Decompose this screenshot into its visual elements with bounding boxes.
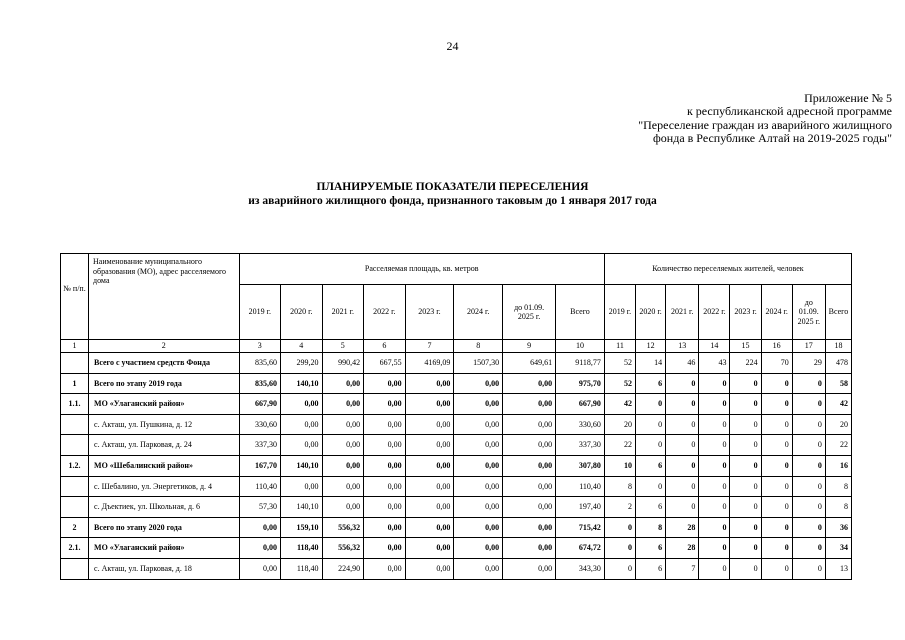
area-cell: 0,00: [503, 517, 556, 538]
people-cell: 16: [825, 455, 851, 476]
people-cell: 6: [636, 497, 666, 518]
row-name: с. Дъектиек, ул. Школьная, д. 6: [89, 497, 240, 518]
index-cell: 18: [825, 340, 851, 353]
people-cell: 20: [604, 414, 635, 435]
people-cell: 0: [730, 476, 761, 497]
header-people-col: до 01.09. 2025 г.: [792, 285, 825, 340]
people-cell: 0: [792, 394, 825, 415]
area-cell: 0,00: [454, 435, 503, 456]
people-cell: 0: [604, 558, 635, 579]
row-number: 1.1.: [61, 394, 89, 415]
area-cell: 0,00: [454, 394, 503, 415]
people-cell: 0: [730, 538, 761, 559]
people-cell: 0: [792, 476, 825, 497]
area-cell: 0,00: [239, 517, 281, 538]
area-cell: 0,00: [503, 394, 556, 415]
area-cell: 4169,09: [405, 353, 454, 374]
row-number: [61, 497, 89, 518]
area-cell: 0,00: [454, 414, 503, 435]
area-cell: 118,40: [281, 538, 323, 559]
table-row: [61, 558, 852, 579]
area-cell: 715,42: [556, 517, 605, 538]
people-cell: 29: [792, 353, 825, 374]
area-cell: 9118,77: [556, 353, 605, 374]
people-cell: 0: [666, 435, 699, 456]
header-area-col: до 01.09. 2025 г.: [503, 285, 556, 340]
people-cell: 0: [792, 517, 825, 538]
area-cell: 0,00: [364, 373, 406, 394]
row-name: с. Шебалино, ул. Энергетиков, д. 4: [89, 476, 240, 497]
people-cell: 0: [792, 414, 825, 435]
index-cell: 13: [666, 340, 699, 353]
header-area-col: Всего: [556, 285, 605, 340]
area-cell: 0,00: [405, 435, 454, 456]
people-cell: 0: [761, 517, 792, 538]
row-name: Всего с участием средств Фонда: [89, 353, 240, 374]
people-cell: 0: [730, 455, 761, 476]
row-name: Всего по этапу 2020 года: [89, 517, 240, 538]
row-name: Всего по этапу 2019 года: [89, 373, 240, 394]
area-cell: 556,32: [322, 538, 364, 559]
index-cell: 15: [730, 340, 761, 353]
area-cell: 159,10: [281, 517, 323, 538]
resettlement-table: [60, 253, 852, 580]
area-cell: 0,00: [405, 394, 454, 415]
area-cell: 343,30: [556, 558, 605, 579]
index-row: [61, 340, 852, 353]
people-cell: 0: [761, 455, 792, 476]
area-cell: 0,00: [322, 373, 364, 394]
people-cell: 0: [666, 373, 699, 394]
area-cell: 0,00: [454, 455, 503, 476]
table-row: [61, 435, 852, 456]
header-no: № п/п.: [61, 254, 89, 340]
people-cell: 0: [666, 455, 699, 476]
appendix-line-2: к республиканской адресной программе: [686, 104, 892, 119]
area-cell: 0,00: [454, 476, 503, 497]
header-people-col: 2022 г.: [699, 285, 730, 340]
area-cell: 140,10: [281, 373, 323, 394]
area-cell: 0,00: [503, 558, 556, 579]
index-cell: 7: [405, 340, 454, 353]
area-cell: 556,32: [322, 517, 364, 538]
area-cell: 110,40: [556, 476, 605, 497]
area-cell: 0,00: [405, 476, 454, 497]
area-cell: 667,90: [556, 394, 605, 415]
people-cell: 10: [604, 455, 635, 476]
area-cell: 0,00: [405, 538, 454, 559]
area-cell: 0,00: [364, 558, 406, 579]
table-row: [61, 394, 852, 415]
row-name: с. Акташ, ул. Парковая, д. 24: [89, 435, 240, 456]
people-cell: 8: [825, 497, 851, 518]
people-cell: 0: [636, 414, 666, 435]
appendix-line-1: Приложение № 5: [804, 91, 892, 105]
row-name: с. Акташ, ул. Парковая, д. 18: [89, 558, 240, 579]
people-cell: 0: [792, 435, 825, 456]
people-cell: 6: [636, 558, 666, 579]
people-cell: 0: [699, 394, 730, 415]
area-cell: 0,00: [405, 373, 454, 394]
people-cell: 0: [730, 497, 761, 518]
area-cell: 667,55: [364, 353, 406, 374]
header-area-col: 2024 г.: [454, 285, 503, 340]
index-cell: 12: [636, 340, 666, 353]
area-cell: 0,00: [405, 455, 454, 476]
people-cell: 20: [825, 414, 851, 435]
area-cell: 0,00: [405, 558, 454, 579]
area-cell: 0,00: [364, 476, 406, 497]
people-cell: 0: [792, 538, 825, 559]
table-row: [61, 497, 852, 518]
area-cell: 835,60: [239, 373, 281, 394]
area-cell: 0,00: [364, 394, 406, 415]
people-cell: 0: [730, 517, 761, 538]
people-cell: 0: [699, 476, 730, 497]
people-cell: 0: [699, 414, 730, 435]
area-cell: 140,10: [281, 497, 323, 518]
people-cell: 6: [636, 373, 666, 394]
people-cell: 6: [636, 455, 666, 476]
index-cell: 11: [604, 340, 635, 353]
people-cell: 0: [699, 558, 730, 579]
index-cell: 4: [281, 340, 323, 353]
area-cell: 337,30: [239, 435, 281, 456]
area-cell: 0,00: [503, 538, 556, 559]
row-name: МО «Улаганский район»: [89, 394, 240, 415]
document-title: [0, 181, 905, 208]
area-cell: 0,00: [405, 517, 454, 538]
people-cell: 0: [699, 517, 730, 538]
index-cell: 6: [364, 340, 406, 353]
people-cell: 28: [666, 538, 699, 559]
header-people-col: 2020 г.: [636, 285, 666, 340]
header-area-group: Расселяемая площадь, кв. метров: [239, 254, 604, 285]
index-cell: 2: [89, 340, 240, 353]
table-body: [61, 353, 852, 580]
people-cell: 0: [792, 373, 825, 394]
table-row: [61, 414, 852, 435]
people-cell: 0: [761, 435, 792, 456]
table-row: [61, 455, 852, 476]
people-cell: 52: [604, 373, 635, 394]
area-cell: 0,00: [364, 435, 406, 456]
area-cell: 0,00: [364, 455, 406, 476]
area-cell: 0,00: [322, 394, 364, 415]
area-cell: 0,00: [322, 497, 364, 518]
people-cell: 52: [604, 353, 635, 374]
area-cell: 0,00: [322, 476, 364, 497]
people-cell: 0: [761, 538, 792, 559]
index-cell: 9: [503, 340, 556, 353]
people-cell: 0: [730, 373, 761, 394]
people-cell: 34: [825, 538, 851, 559]
area-cell: 1507,30: [454, 353, 503, 374]
people-cell: 8: [825, 476, 851, 497]
people-cell: 0: [699, 538, 730, 559]
people-cell: 0: [699, 435, 730, 456]
area-cell: 0,00: [503, 455, 556, 476]
row-number: [61, 435, 89, 456]
row-number: [61, 558, 89, 579]
area-cell: 0,00: [405, 414, 454, 435]
people-cell: 0: [666, 414, 699, 435]
area-cell: 835,60: [239, 353, 281, 374]
header-people-col: 2024 г.: [761, 285, 792, 340]
area-cell: 0,00: [503, 373, 556, 394]
people-cell: 478: [825, 353, 851, 374]
people-cell: 6: [636, 538, 666, 559]
header-area-col: 2022 г.: [364, 285, 406, 340]
people-cell: 0: [792, 497, 825, 518]
table-row: [61, 353, 852, 374]
area-cell: 330,60: [239, 414, 281, 435]
index-cell: 16: [761, 340, 792, 353]
header-people-col: 2019 г.: [604, 285, 635, 340]
table-row: [61, 373, 852, 394]
people-cell: 70: [761, 353, 792, 374]
people-cell: 0: [699, 373, 730, 394]
people-cell: 0: [730, 394, 761, 415]
area-cell: 0,00: [503, 435, 556, 456]
people-cell: 0: [761, 497, 792, 518]
people-cell: 58: [825, 373, 851, 394]
area-cell: 110,40: [239, 476, 281, 497]
people-cell: 14: [636, 353, 666, 374]
header-people-col: Всего: [825, 285, 851, 340]
table-row: [61, 538, 852, 559]
people-cell: 7: [666, 558, 699, 579]
area-cell: 0,00: [281, 414, 323, 435]
people-cell: 0: [761, 476, 792, 497]
people-cell: 0: [761, 558, 792, 579]
area-cell: 118,40: [281, 558, 323, 579]
index-cell: 10: [556, 340, 605, 353]
people-cell: 0: [792, 455, 825, 476]
area-cell: 0,00: [454, 558, 503, 579]
index-cell: 17: [792, 340, 825, 353]
people-cell: 43: [699, 353, 730, 374]
header-people-col: 2023 г.: [730, 285, 761, 340]
row-name: МО «Шебалинский район»: [89, 455, 240, 476]
row-number: [61, 414, 89, 435]
index-cell: 5: [322, 340, 364, 353]
title-main: ПЛАНИРУЕМЫЕ ПОКАЗАТЕЛИ ПЕРЕСЕЛЕНИЯ: [316, 181, 589, 193]
people-cell: 13: [825, 558, 851, 579]
people-cell: 8: [604, 476, 635, 497]
area-cell: 0,00: [281, 435, 323, 456]
row-number: [61, 476, 89, 497]
area-cell: 0,00: [281, 476, 323, 497]
people-cell: 0: [761, 414, 792, 435]
area-cell: 224,90: [322, 558, 364, 579]
area-cell: 307,80: [556, 455, 605, 476]
people-cell: 0: [699, 455, 730, 476]
area-cell: 140,10: [281, 455, 323, 476]
header-area-col: 2021 г.: [322, 285, 364, 340]
people-cell: 0: [761, 373, 792, 394]
index-cell: 1: [61, 340, 89, 353]
area-cell: 0,00: [281, 394, 323, 415]
area-cell: 667,90: [239, 394, 281, 415]
area-cell: 197,40: [556, 497, 605, 518]
title-sub: из аварийного жилищного фонда, признанного таковым до 1 января 2017 года: [248, 194, 657, 207]
area-cell: 299,20: [281, 353, 323, 374]
area-cell: 0,00: [364, 517, 406, 538]
header-people-group: Количество переселяемых жителей, человек: [604, 254, 851, 285]
area-cell: 649,61: [503, 353, 556, 374]
people-cell: 0: [636, 435, 666, 456]
header-area-col: 2019 г.: [239, 285, 281, 340]
table-row: [61, 517, 852, 538]
row-number: [61, 353, 89, 374]
appendix-line-4: фонда в Республике Алтай на 2019-2025 годы": [653, 130, 892, 145]
people-cell: 224: [730, 353, 761, 374]
table-row: [61, 476, 852, 497]
index-cell: 8: [454, 340, 503, 353]
people-cell: 2: [604, 497, 635, 518]
area-cell: 0,00: [239, 558, 281, 579]
area-cell: 57,30: [239, 497, 281, 518]
area-cell: 0,00: [454, 517, 503, 538]
area-cell: 0,00: [405, 497, 454, 518]
area-cell: 975,70: [556, 373, 605, 394]
area-cell: 0,00: [454, 373, 503, 394]
area-cell: 0,00: [322, 455, 364, 476]
people-cell: 0: [730, 435, 761, 456]
area-cell: 0,00: [503, 476, 556, 497]
row-number: 2.1.: [61, 538, 89, 559]
people-cell: 22: [825, 435, 851, 456]
area-cell: 0,00: [503, 414, 556, 435]
people-cell: 0: [761, 394, 792, 415]
people-cell: 0: [604, 538, 635, 559]
area-cell: 0,00: [454, 538, 503, 559]
header-people-col: 2021 г.: [666, 285, 699, 340]
area-cell: 0,00: [454, 497, 503, 518]
area-cell: 0,00: [322, 435, 364, 456]
area-cell: 0,00: [364, 538, 406, 559]
people-cell: 46: [666, 353, 699, 374]
area-cell: 167,70: [239, 455, 281, 476]
people-cell: 0: [730, 558, 761, 579]
people-cell: 0: [604, 517, 635, 538]
people-cell: 42: [604, 394, 635, 415]
header-area-col: 2020 г.: [281, 285, 323, 340]
area-cell: 0,00: [364, 497, 406, 518]
area-cell: 0,00: [503, 497, 556, 518]
row-name: с. Акташ, ул. Пушкина, д. 12: [89, 414, 240, 435]
appendix-block: [520, 92, 892, 145]
page-number: 24: [446, 39, 459, 53]
people-cell: 22: [604, 435, 635, 456]
area-cell: 330,60: [556, 414, 605, 435]
people-cell: 0: [699, 497, 730, 518]
people-cell: 28: [666, 517, 699, 538]
row-number: 2: [61, 517, 89, 538]
appendix-line-3: "Переселение граждан из аварийного жилищного: [638, 117, 892, 132]
header-row-1: [61, 254, 852, 285]
area-cell: 0,00: [364, 414, 406, 435]
index-cell: 14: [699, 340, 730, 353]
people-cell: 42: [825, 394, 851, 415]
people-cell: 0: [666, 497, 699, 518]
people-cell: 8: [636, 517, 666, 538]
area-cell: 0,00: [322, 414, 364, 435]
area-cell: 674,72: [556, 538, 605, 559]
header-name: Наименование муниципального образования (МО), адрес расселяемого дома: [89, 254, 240, 340]
people-cell: 0: [730, 414, 761, 435]
people-cell: 0: [636, 476, 666, 497]
header-area-col: 2023 г.: [405, 285, 454, 340]
area-cell: 337,30: [556, 435, 605, 456]
people-cell: 0: [666, 476, 699, 497]
people-cell: 0: [666, 394, 699, 415]
area-cell: 990,42: [322, 353, 364, 374]
row-name: МО «Улаганский район»: [89, 538, 240, 559]
people-cell: 0: [792, 558, 825, 579]
people-cell: 0: [636, 394, 666, 415]
area-cell: 0,00: [239, 538, 281, 559]
people-cell: 36: [825, 517, 851, 538]
index-cell: 3: [239, 340, 281, 353]
row-number: 1: [61, 373, 89, 394]
row-number: 1.2.: [61, 455, 89, 476]
